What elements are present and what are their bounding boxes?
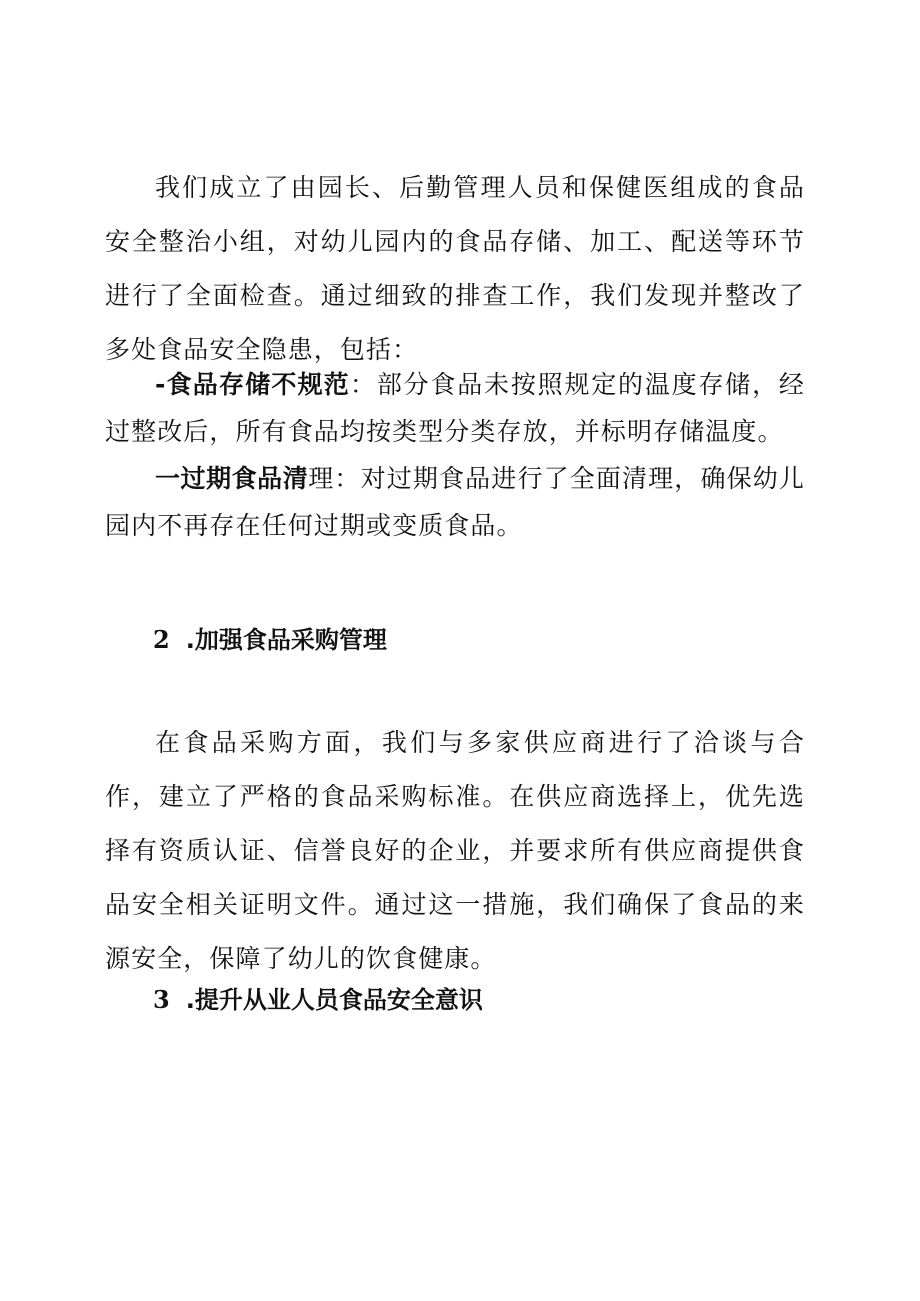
heading-title: .加强食品采购管理: [185, 626, 387, 654]
bullet-item-storage: [105, 361, 805, 455]
section-heading-purchase: [153, 625, 387, 655]
heading-title: .提升从业人员食品安全意识: [185, 986, 483, 1014]
bullet-text: ：部分食品未按照规定的温度存储，经过整改后，所有食品均按类型分类存放，并标明存储温度。: [105, 370, 805, 446]
heading-number: 3: [153, 985, 170, 1014]
section-heading-awareness: [153, 985, 483, 1015]
bullet-item-expired: [105, 455, 805, 549]
intro-paragraph: 我们成立了由园长、后勤管理人员和保健医组成的食品安全整治小组，对幼儿园内的食品存储、加工、配送等环节进行了全面检查。通过细致的排查工作，我们发现并整改了多处食品安全隐患，包括：: [105, 173, 805, 364]
bullet-lead: 一过期食品清: [155, 464, 309, 493]
purchase-paragraph: 在食品采购方面，我们与多家供应商进行了洽谈与合作，建立了严格的食品采购标准。在供应商选择上，优先选择有资质认证、信誉良好的企业，并要求所有供应商提供食品安全相关证明文件。通过这一措施，我们确保了食品的来源安全，保障了幼儿的饮食健康。: [105, 728, 805, 973]
bullet-lead: -食品存储不规范: [155, 370, 351, 399]
bullet-text: 理：对过期食品进行了全面清理，确保幼儿园内不再存在任何过期或变质食品。: [105, 464, 805, 540]
heading-number: 2: [153, 625, 170, 654]
